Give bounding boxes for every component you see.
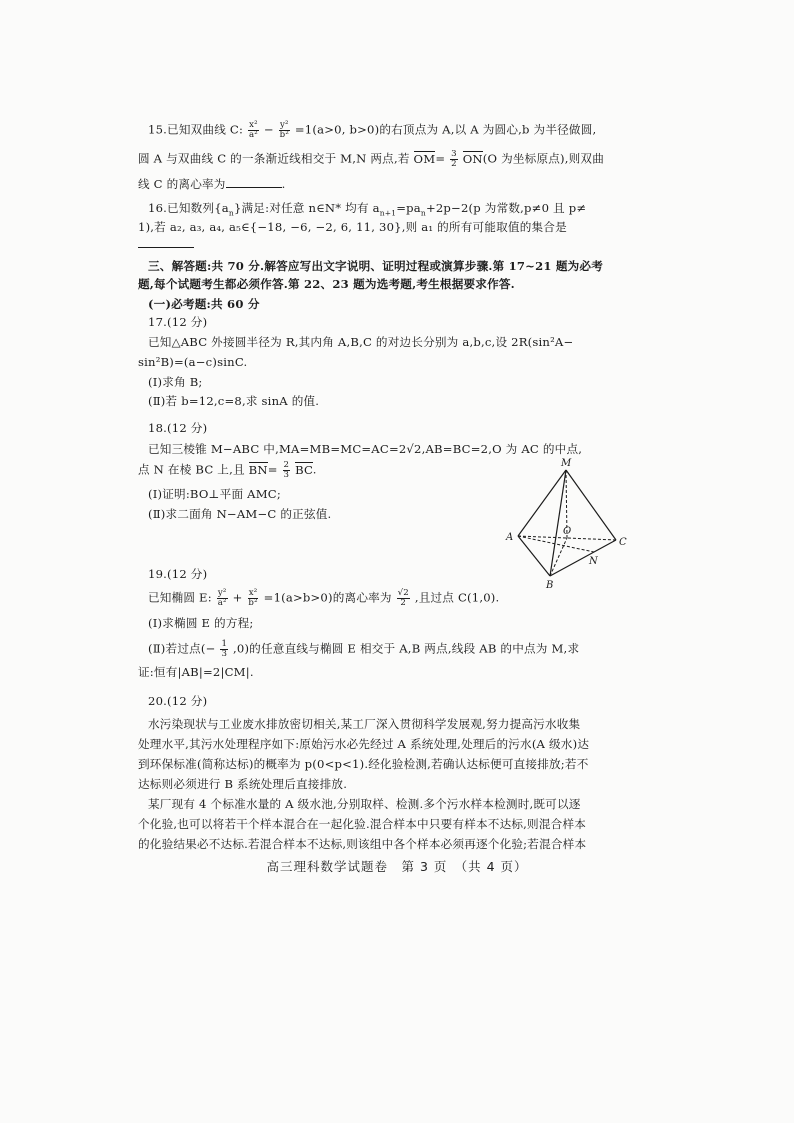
- q15-text-c: 圆 A 与双曲线 C 的一条渐近线相交于 M,N 两点,若: [138, 151, 410, 166]
- q20-line7: 的化验结果必不达标.若混合样本不达标,则该组中各个样本必须再逐个化验;若混合样本: [138, 837, 587, 851]
- q15-text-a: 15.已知双曲线 C:: [148, 122, 244, 137]
- q19-header: 19.(12 分): [148, 567, 208, 581]
- q16-text-b: }满足:对任意 n∈N* 均有 a: [233, 201, 380, 215]
- q15-line3: [138, 176, 286, 192]
- label-b: B: [546, 580, 554, 591]
- q15-frac-x: $\frac{\text{x²}}{\text{a²}}$: [248, 120, 258, 140]
- q19-frac-y: $\frac{\text{y²}}{\text{a²}}$: [217, 588, 227, 608]
- q19-text-p2b: ,0)的任意直线与椭圆 E 相交于 A,B 两点,线段 AB 的中点为 M,求: [233, 641, 580, 656]
- q15-eq: =: [435, 151, 446, 166]
- q15-end: .: [281, 177, 286, 191]
- q17-part2: (Ⅱ)若 b=12,c=8,求 sinA 的值.: [148, 394, 320, 408]
- q18-frac-2-3: $\frac{2}{3}$: [283, 460, 290, 480]
- q19-frac-sqrt2: $\frac{√2}{2}$: [397, 588, 409, 608]
- q19-text-c: ,且过点 C(1,0).: [414, 590, 500, 605]
- q19-text-p2a: (Ⅱ)若过点(−: [148, 641, 216, 656]
- q20-line3: 到环保标准(简称达标)的概率为 p(0<p<1).经化验检测,若确认达标便可直接排放;若不: [138, 757, 589, 771]
- q19-plus: +: [232, 590, 243, 605]
- q15-line1: [148, 121, 596, 140]
- q19-frac-x: $\frac{\text{x²}}{\text{b²}}$: [248, 588, 258, 608]
- label-c: C: [619, 537, 627, 548]
- q16-answer-blank[interactable]: [138, 236, 194, 248]
- q15-text-d: (O 为坐标原点),则双曲: [482, 151, 605, 166]
- q15-vector-om: OM: [413, 151, 436, 166]
- q18-part2: (Ⅱ)求二面角 N−AM−C 的正弦值.: [148, 507, 332, 521]
- q15-minus: −: [263, 122, 274, 137]
- q18-line1: 已知三棱锥 M−ABC 中,MA=MB=MC=AC=2√2,AB=BC=2,O 为 AC 的中点,: [148, 442, 583, 456]
- q19-line1: [148, 589, 499, 608]
- q20-line4: 达标则必须进行 B 系统处理后直接排放.: [138, 777, 348, 791]
- q20-header: 20.(12 分): [148, 694, 208, 708]
- q15-frac-3-2: $\frac{3}{2}$: [451, 149, 457, 169]
- q19-frac-1-3: $\frac{1}{3}$: [221, 639, 228, 659]
- q20-line6: 个化验,也可以将若干个样本混合在一起化验.混合样本中只要有样本不达标,则混合样本: [138, 817, 587, 831]
- q16-line3: [138, 236, 194, 252]
- q17-header: 17.(12 分): [148, 315, 208, 329]
- edge-ma: [518, 470, 566, 536]
- q16-text-a: 16.已知数列{a: [148, 201, 229, 215]
- q20-line5: 某厂现有 4 个标准水量的 A 级水池,分别取样、检测.多个污水样本检测时,既可以逐: [148, 797, 581, 811]
- q19-part1: (Ⅰ)求椭圆 E 的方程;: [148, 616, 254, 630]
- q16-line2: 1),若 a₂, a₃, a₄, a₅∈{−18, −6, −2, 6, 11, 30},则 a₁ 的所有可能取值的集合是: [138, 220, 567, 234]
- q18-part1: (Ⅰ)证明:BO⊥平面 AMC;: [148, 487, 281, 501]
- q19-part2-line2: 证:恒有|AB|=2|CM|.: [138, 665, 254, 679]
- q15-text-b: =1(a>0, b>0)的右顶点为 A,以 A 为圆心,b 为半径做圆,: [294, 122, 597, 137]
- label-o: O: [563, 526, 572, 537]
- q15-frac-y: $\frac{\text{y²}}{\text{b²}}$: [279, 120, 289, 140]
- section3-heading-line2: 题,每个试题考生都必须作答.第 22、23 题为选考题,考生根据要求作答.: [138, 277, 515, 291]
- q18-header: 18.(12 分): [148, 421, 208, 435]
- q20-line2: 处理水平,其污水处理程序如下:原始污水必先经过 A 系统处理,处理后的污水(A 级水)达: [138, 737, 590, 751]
- edge-mc: [566, 470, 616, 540]
- q16-sub-n: n: [228, 208, 234, 218]
- q15-answer-blank[interactable]: [226, 176, 282, 188]
- q15-text-e: 线 C 的离心率为: [138, 177, 226, 191]
- tetrahedron-figure: [498, 452, 638, 592]
- q19-part2: [148, 640, 579, 659]
- q18-vector-bc: BC: [295, 462, 313, 477]
- label-a: A: [506, 532, 514, 543]
- q19-text-a: 已知椭圆 E:: [148, 590, 212, 605]
- q16-text-d: +2p−2(p 为常数,p≠0 且 p≠: [425, 201, 587, 215]
- label-m: M: [561, 458, 572, 469]
- q20-line1: 水污染现状与工业废水排放密切相关,某工厂深入贯彻科学发展观,努力提高污水收集: [148, 717, 581, 731]
- q17-line2: sin²B)=(a−c)sinC.: [138, 355, 248, 369]
- label-n: N: [589, 556, 598, 567]
- q17-part1: (Ⅰ)求角 B;: [148, 375, 203, 389]
- q18-eq: =: [267, 462, 278, 477]
- q18-text-a: 点 N 在棱 BC 上,且: [138, 462, 245, 477]
- q16-text-c: =pa: [396, 201, 421, 215]
- edge-bc: [550, 540, 616, 576]
- q15-vector-on: ON: [462, 151, 483, 166]
- q18-vector-bn: BN: [248, 462, 268, 477]
- edge-mb: [550, 470, 566, 576]
- q17-line1: 已知△ABC 外接圆半径为 R,其内角 A,B,C 的对边长分别为 a,b,c,设 2R(sin²A−: [148, 335, 574, 349]
- q18-line2: [138, 461, 317, 480]
- q15-line2: [138, 150, 604, 169]
- q18-text-b: .: [312, 462, 317, 477]
- page-footer: 高三理科数学试题卷 第 3 页 （共 4 页）: [266, 859, 528, 874]
- q16-sub-n2: n: [420, 208, 426, 218]
- section3-heading-line1: 三、解答题:共 70 分.解答应写出文字说明、证明过程或演算步骤.第 17~21 题为必考: [148, 259, 604, 273]
- q16-sub-n1: n+1: [379, 208, 397, 218]
- q19-text-b: =1(a>b>0)的离心率为: [263, 590, 392, 605]
- section3-required-heading: (一)必考题:共 60 分: [148, 297, 260, 311]
